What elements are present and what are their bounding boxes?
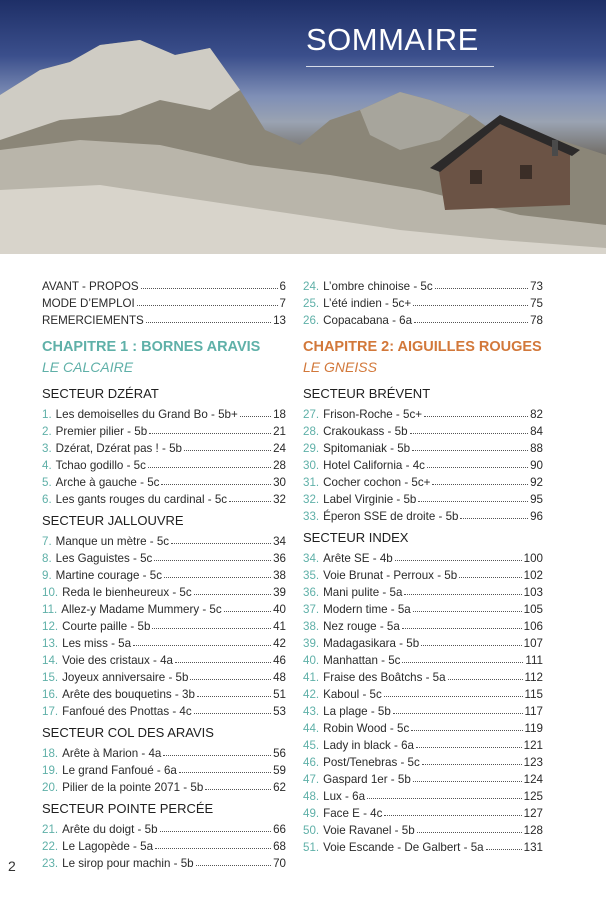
- entry-label: MODE D’EMPLOI: [42, 297, 135, 310]
- entry-label: Arête du doigt - 5b: [62, 823, 158, 836]
- toc-entry[interactable]: [42, 404, 286, 421]
- entry-number: 28.: [303, 425, 320, 438]
- entry-page: 59: [273, 764, 286, 777]
- entry-page: 115: [524, 688, 543, 701]
- toc-entry[interactable]: [303, 421, 543, 438]
- entry-label: L’ombre chinoise - 5c: [323, 280, 433, 293]
- dot-leader: [402, 662, 523, 663]
- entry-number: 13.: [42, 637, 59, 650]
- entry-number: 8.: [42, 552, 52, 565]
- toc-entry[interactable]: [303, 752, 543, 769]
- entry-number: 19.: [42, 764, 59, 777]
- entry-number: 46.: [303, 756, 320, 769]
- entry-page: 56: [273, 747, 286, 760]
- toc-entry[interactable]: [303, 820, 543, 837]
- entry-number: 15.: [42, 671, 59, 684]
- entry-page: 39: [273, 586, 286, 599]
- entry-page: 13: [273, 314, 286, 327]
- entry-label: Les miss - 5a: [62, 637, 132, 650]
- toc-entry[interactable]: [42, 421, 286, 438]
- entry-page: 28: [273, 459, 286, 472]
- entry-number: 18.: [42, 747, 59, 760]
- entry-label: Nez rouge - 5a: [323, 620, 400, 633]
- entry-number: 48.: [303, 790, 320, 803]
- entry-label: Les gants rouges du cardinal - 5c: [55, 493, 228, 506]
- entry-number: 33.: [303, 510, 320, 523]
- entry-label: Arête à Marion - 4a: [62, 747, 162, 760]
- entry-label: Reda le bienheureux - 5c: [62, 586, 192, 599]
- dot-leader: [194, 713, 271, 714]
- toc-entry[interactable]: [303, 489, 543, 506]
- entry-page: 100: [523, 552, 543, 565]
- entry-label: Crakoukass - 5b: [323, 425, 408, 438]
- entry-number: 27.: [303, 408, 320, 421]
- toc-entry[interactable]: [303, 455, 543, 472]
- entry-label: Cocher cochon - 5c+: [323, 476, 431, 489]
- left-column: [42, 276, 286, 870]
- entry-label: La plage - 5b: [323, 705, 391, 718]
- entry-label: Tchao godillo - 5c: [55, 459, 146, 472]
- entry-number: 11.: [42, 603, 58, 616]
- dot-leader: [161, 484, 271, 485]
- entry-page: 106: [523, 620, 543, 633]
- dot-leader: [179, 772, 271, 773]
- entry-label: Éperon SSE de droite - 5b: [323, 510, 459, 523]
- entry-number: 12.: [42, 620, 59, 633]
- entry-label: Kaboul - 5c: [323, 688, 382, 701]
- entry-number: 20.: [42, 781, 59, 794]
- entry-number: 40.: [303, 654, 320, 667]
- toc-entry[interactable]: [303, 650, 543, 667]
- entry-number: 2.: [42, 425, 52, 438]
- toc-entry[interactable]: [303, 718, 543, 735]
- entry-label: Madagasikara - 5b: [323, 637, 420, 650]
- mountain-landscape-image: [0, 0, 606, 254]
- dot-leader: [224, 611, 271, 612]
- dot-leader: [137, 305, 278, 306]
- entry-page: 84: [530, 425, 543, 438]
- entry-label: Modern time - 5a: [323, 603, 411, 616]
- toc-entry[interactable]: [303, 599, 543, 616]
- entry-number: 42.: [303, 688, 320, 701]
- entry-page: 46: [273, 654, 286, 667]
- toc-entry[interactable]: [42, 667, 286, 684]
- dot-leader: [194, 594, 271, 595]
- entry-page: 121: [523, 739, 543, 752]
- toc-entry[interactable]: [303, 769, 543, 786]
- dot-leader: [435, 288, 528, 289]
- entry-page: 70: [273, 857, 286, 870]
- entry-page: 124: [523, 773, 543, 786]
- dot-leader: [402, 628, 522, 629]
- chapter-title: CHAPITRE 1 : BORNES ARAVIS: [42, 339, 261, 355]
- entry-number: 17.: [42, 705, 59, 718]
- dot-leader: [432, 484, 528, 485]
- dot-leader: [148, 467, 271, 468]
- entry-page: 42: [273, 637, 286, 650]
- dot-leader: [414, 322, 528, 323]
- dot-leader: [448, 679, 523, 680]
- dot-leader: [413, 305, 528, 306]
- entry-number: 1.: [42, 408, 52, 421]
- toc-entry[interactable]: [303, 684, 543, 701]
- entry-number: 30.: [303, 459, 320, 472]
- entry-number: 25.: [303, 297, 320, 310]
- entry-number: 37.: [303, 603, 320, 616]
- toc-entry[interactable]: [303, 786, 543, 803]
- entry-label: Pilier de la pointe 2071 - 5b: [62, 781, 204, 794]
- dot-leader: [384, 696, 523, 697]
- entry-number: 7.: [42, 535, 52, 548]
- dot-leader: [171, 543, 271, 544]
- entry-number: 31.: [303, 476, 320, 489]
- entry-number: 38.: [303, 620, 320, 633]
- entry-page: 21: [273, 425, 286, 438]
- entry-label: Les Gaguistes - 5c: [55, 552, 153, 565]
- entry-number: 14.: [42, 654, 59, 667]
- dot-leader: [141, 288, 278, 289]
- toc-entry[interactable]: [42, 777, 286, 794]
- toc-entry[interactable]: [42, 853, 286, 870]
- entry-label: Courte paille - 5b: [62, 620, 151, 633]
- dot-leader: [460, 518, 528, 519]
- dot-leader: [205, 789, 271, 790]
- toc-entry[interactable]: [303, 310, 543, 327]
- dot-leader: [413, 611, 522, 612]
- entry-page: 90: [530, 459, 543, 472]
- toc-entry[interactable]: [42, 531, 286, 548]
- entry-label: Face E - 4c: [323, 807, 383, 820]
- entry-label: Allez-y Madame Mummery - 5c: [61, 603, 222, 616]
- dot-leader: [229, 501, 271, 502]
- entry-page: 88: [530, 442, 543, 455]
- entry-number: 34.: [303, 552, 320, 565]
- dot-leader: [164, 577, 271, 578]
- entry-label: Label Virginie - 5b: [323, 493, 417, 506]
- entry-page: 40: [273, 603, 286, 616]
- dot-leader: [133, 645, 271, 646]
- entry-page: 51: [273, 688, 286, 701]
- toc-entry[interactable]: [42, 684, 286, 701]
- entry-number: 26.: [303, 314, 320, 327]
- toc-entry[interactable]: [303, 633, 543, 650]
- dot-leader: [154, 560, 271, 561]
- entry-page: 123: [523, 756, 543, 769]
- entry-page: 111: [525, 654, 543, 667]
- page-title: SOMMAIRE: [306, 22, 479, 57]
- entry-number: 49.: [303, 807, 320, 820]
- entry-number: 23.: [42, 857, 59, 870]
- entry-label: Voie Brunat - Perroux - 5b: [323, 569, 458, 582]
- entry-page: 103: [523, 586, 543, 599]
- dot-leader: [197, 696, 271, 697]
- entry-label: Copacabana - 6a: [323, 314, 413, 327]
- sector-heading: SECTEUR BRÉVENT: [303, 386, 431, 401]
- entry-label: REMERCIEMENTS: [42, 314, 144, 327]
- toc-entry[interactable]: [42, 438, 286, 455]
- entry-page: 36: [273, 552, 286, 565]
- entry-page: 95: [530, 493, 543, 506]
- entry-page: 53: [273, 705, 286, 718]
- sector-heading: SECTEUR POINTE PERCÉE: [42, 801, 214, 816]
- entry-page: 105: [523, 603, 543, 616]
- dot-leader: [459, 577, 521, 578]
- entry-page: 96: [530, 510, 543, 523]
- entry-label: Fraise des Boâtchs - 5a: [323, 671, 446, 684]
- toc-entry[interactable]: [42, 582, 286, 599]
- entry-label: Post/Tenebras - 5c: [323, 756, 420, 769]
- toc-entry[interactable]: [303, 616, 543, 633]
- entry-page: 48: [273, 671, 286, 684]
- entry-number: 35.: [303, 569, 320, 582]
- toc-entry[interactable]: [42, 760, 286, 777]
- dot-leader: [412, 450, 528, 451]
- right-column: [303, 276, 543, 854]
- dot-leader: [184, 450, 271, 451]
- entry-label: Manque un mètre - 5c: [55, 535, 170, 548]
- entry-page: 30: [273, 476, 286, 489]
- entry-label: Robin Wood - 5c: [323, 722, 410, 735]
- dot-leader: [404, 594, 521, 595]
- entry-page: 24: [273, 442, 286, 455]
- dot-leader: [427, 467, 528, 468]
- entry-label: Dzérat, Dzérat pas ! - 5b: [55, 442, 182, 455]
- dot-leader: [410, 433, 529, 434]
- toc-entry[interactable]: [42, 548, 286, 565]
- entry-label: Arche à gauche - 5c: [55, 476, 160, 489]
- entry-number: 43.: [303, 705, 320, 718]
- entry-number: 50.: [303, 824, 320, 837]
- toc-entry[interactable]: [303, 565, 543, 582]
- dot-leader: [146, 322, 271, 323]
- entry-number: 10.: [42, 586, 59, 599]
- dot-leader: [155, 848, 271, 849]
- toc-entry[interactable]: [303, 472, 543, 489]
- toc-entry[interactable]: [303, 735, 543, 752]
- dot-leader: [424, 416, 528, 417]
- entry-label: Le Lagopède - 5a: [62, 840, 154, 853]
- toc-entry[interactable]: [42, 455, 286, 472]
- toc-entry[interactable]: [303, 548, 543, 565]
- entry-number: 24.: [303, 280, 320, 293]
- entry-label: Martine courage - 5c: [55, 569, 162, 582]
- entry-number: 9.: [42, 569, 52, 582]
- dot-leader: [196, 865, 272, 866]
- toc-entry[interactable]: [42, 565, 286, 582]
- entry-page: 18: [273, 408, 286, 421]
- entry-label: Joyeux anniversaire - 5b: [62, 671, 189, 684]
- entry-page: 7: [279, 297, 286, 310]
- toc-entry[interactable]: [42, 701, 286, 718]
- entry-page: 128: [523, 824, 543, 837]
- entry-label: Lady in black - 6a: [323, 739, 414, 752]
- entry-label: Arête SE - 4b: [323, 552, 393, 565]
- toc-entry[interactable]: [42, 743, 286, 760]
- entry-page: 34: [273, 535, 286, 548]
- entry-page: 73: [530, 280, 543, 293]
- dot-leader: [149, 433, 271, 434]
- toc-entry[interactable]: [303, 276, 543, 293]
- entry-number: 51.: [303, 841, 320, 854]
- dot-leader: [417, 832, 522, 833]
- title-underline: [306, 66, 494, 67]
- toc-entry[interactable]: [42, 276, 286, 293]
- entry-number: 4.: [42, 459, 52, 472]
- dot-leader: [160, 831, 272, 832]
- entry-label: Premier pilier - 5b: [55, 425, 148, 438]
- entry-page: 38: [273, 569, 286, 582]
- entry-page: 68: [273, 840, 286, 853]
- toc-entry[interactable]: [42, 293, 286, 310]
- entry-page: 125: [523, 790, 543, 803]
- entry-page: 78: [530, 314, 543, 327]
- entry-label: AVANT - PROPOS: [42, 280, 139, 293]
- dot-leader: [395, 560, 522, 561]
- entry-page: 41: [273, 620, 286, 633]
- toc-entry[interactable]: [303, 667, 543, 684]
- toc-entry[interactable]: [303, 293, 543, 310]
- toc-entry[interactable]: [303, 837, 543, 854]
- dot-leader: [486, 849, 522, 850]
- entry-number: 22.: [42, 840, 59, 853]
- dot-leader: [411, 730, 522, 731]
- entry-number: 5.: [42, 476, 52, 489]
- chapter-subtitle: LE GNEISS: [303, 359, 377, 375]
- entry-number: 21.: [42, 823, 59, 836]
- entry-label: Arête des bouquetins - 3b: [62, 688, 195, 701]
- entry-number: 6.: [42, 493, 52, 506]
- toc-entry[interactable]: [42, 599, 286, 616]
- entry-label: Mani pulite - 5a: [323, 586, 403, 599]
- entry-number: 44.: [303, 722, 320, 735]
- entry-page: 119: [524, 722, 543, 735]
- entry-label: Voie Escande - De Galbert - 5a: [323, 841, 484, 854]
- dot-leader: [418, 501, 528, 502]
- toc-entry[interactable]: [303, 701, 543, 718]
- toc-entry[interactable]: [303, 803, 543, 820]
- toc-entry[interactable]: [42, 472, 286, 489]
- toc-entry[interactable]: [42, 650, 286, 667]
- entry-page: 92: [530, 476, 543, 489]
- dot-leader: [240, 416, 271, 417]
- entry-label: L’été indien - 5c+: [323, 297, 412, 310]
- entry-number: 45.: [303, 739, 320, 752]
- entry-label: Les demoiselles du Grand Bo - 5b+: [55, 408, 238, 421]
- entry-page: 82: [530, 408, 543, 421]
- sector-heading: SECTEUR DZÉRAT: [42, 386, 159, 401]
- toc-entry[interactable]: [303, 582, 543, 599]
- entry-number: 36.: [303, 586, 320, 599]
- toc-entry[interactable]: [303, 404, 543, 421]
- intro-list: [42, 276, 286, 327]
- sector-heading: SECTEUR JALLOUVRE: [42, 513, 184, 528]
- entry-label: Hotel California - 4c: [323, 459, 425, 472]
- entry-label: Gaspard 1er - 5b: [323, 773, 411, 786]
- entry-page: 127: [523, 807, 543, 820]
- toc-entry[interactable]: [42, 633, 286, 650]
- entry-page: 102: [523, 569, 543, 582]
- toc-entry[interactable]: [303, 506, 543, 523]
- entry-label: Voie Ravanel - 5b: [323, 824, 415, 837]
- entry-page: 75: [530, 297, 543, 310]
- entry-page: 131: [523, 841, 543, 854]
- dot-leader: [367, 798, 522, 799]
- entry-page: 62: [273, 781, 286, 794]
- entry-label: Manhattan - 5c: [323, 654, 401, 667]
- entry-page: 66: [273, 823, 286, 836]
- entry-page: 6: [279, 280, 286, 293]
- toc-entry[interactable]: [42, 489, 286, 506]
- dot-leader: [190, 679, 271, 680]
- entry-number: 29.: [303, 442, 320, 455]
- entry-page: 32: [273, 493, 286, 506]
- dot-leader: [175, 662, 271, 663]
- toc-entry[interactable]: [42, 616, 286, 633]
- dot-leader: [416, 747, 522, 748]
- dot-leader: [152, 628, 271, 629]
- entry-number: 47.: [303, 773, 320, 786]
- dot-leader: [421, 645, 522, 646]
- toc-entry[interactable]: [42, 819, 286, 836]
- dot-leader: [413, 781, 522, 782]
- sector-heading: SECTEUR COL DES ARAVIS: [42, 725, 214, 740]
- entry-label: Voie des cristaux - 4a: [62, 654, 173, 667]
- dot-leader: [422, 764, 522, 765]
- dot-leader: [163, 755, 271, 756]
- sector-heading: SECTEUR INDEX: [303, 530, 409, 545]
- entry-label: Le sirop pour machin - 5b: [62, 857, 194, 870]
- entry-label: Spitomaniak - 5b: [323, 442, 411, 455]
- chapter-title: CHAPITRE 2: AIGUILLES ROUGES: [303, 339, 542, 355]
- entry-page: 107: [523, 637, 543, 650]
- dot-leader: [393, 713, 523, 714]
- entry-label: Fanfoué des Pnottas - 4c: [62, 705, 192, 718]
- toc-entry[interactable]: [303, 438, 543, 455]
- entry-label: Le grand Fanfoué - 6a: [62, 764, 177, 777]
- entry-number: 39.: [303, 637, 320, 650]
- entry-label: Lux - 6a: [323, 790, 366, 803]
- header-photo: [0, 0, 606, 254]
- toc-entry[interactable]: [42, 310, 286, 327]
- entry-page: 112: [524, 671, 543, 684]
- page-number: 2: [8, 858, 16, 874]
- toc-entry[interactable]: [42, 836, 286, 853]
- entry-number: 16.: [42, 688, 59, 701]
- entry-number: 3.: [42, 442, 52, 455]
- entry-page: 117: [524, 705, 543, 718]
- entry-label: Frison-Roche - 5c+: [323, 408, 423, 421]
- entry-number: 41.: [303, 671, 320, 684]
- entry-number: 32.: [303, 493, 320, 506]
- dot-leader: [384, 815, 521, 816]
- chapter-subtitle: LE CALCAIRE: [42, 359, 134, 375]
